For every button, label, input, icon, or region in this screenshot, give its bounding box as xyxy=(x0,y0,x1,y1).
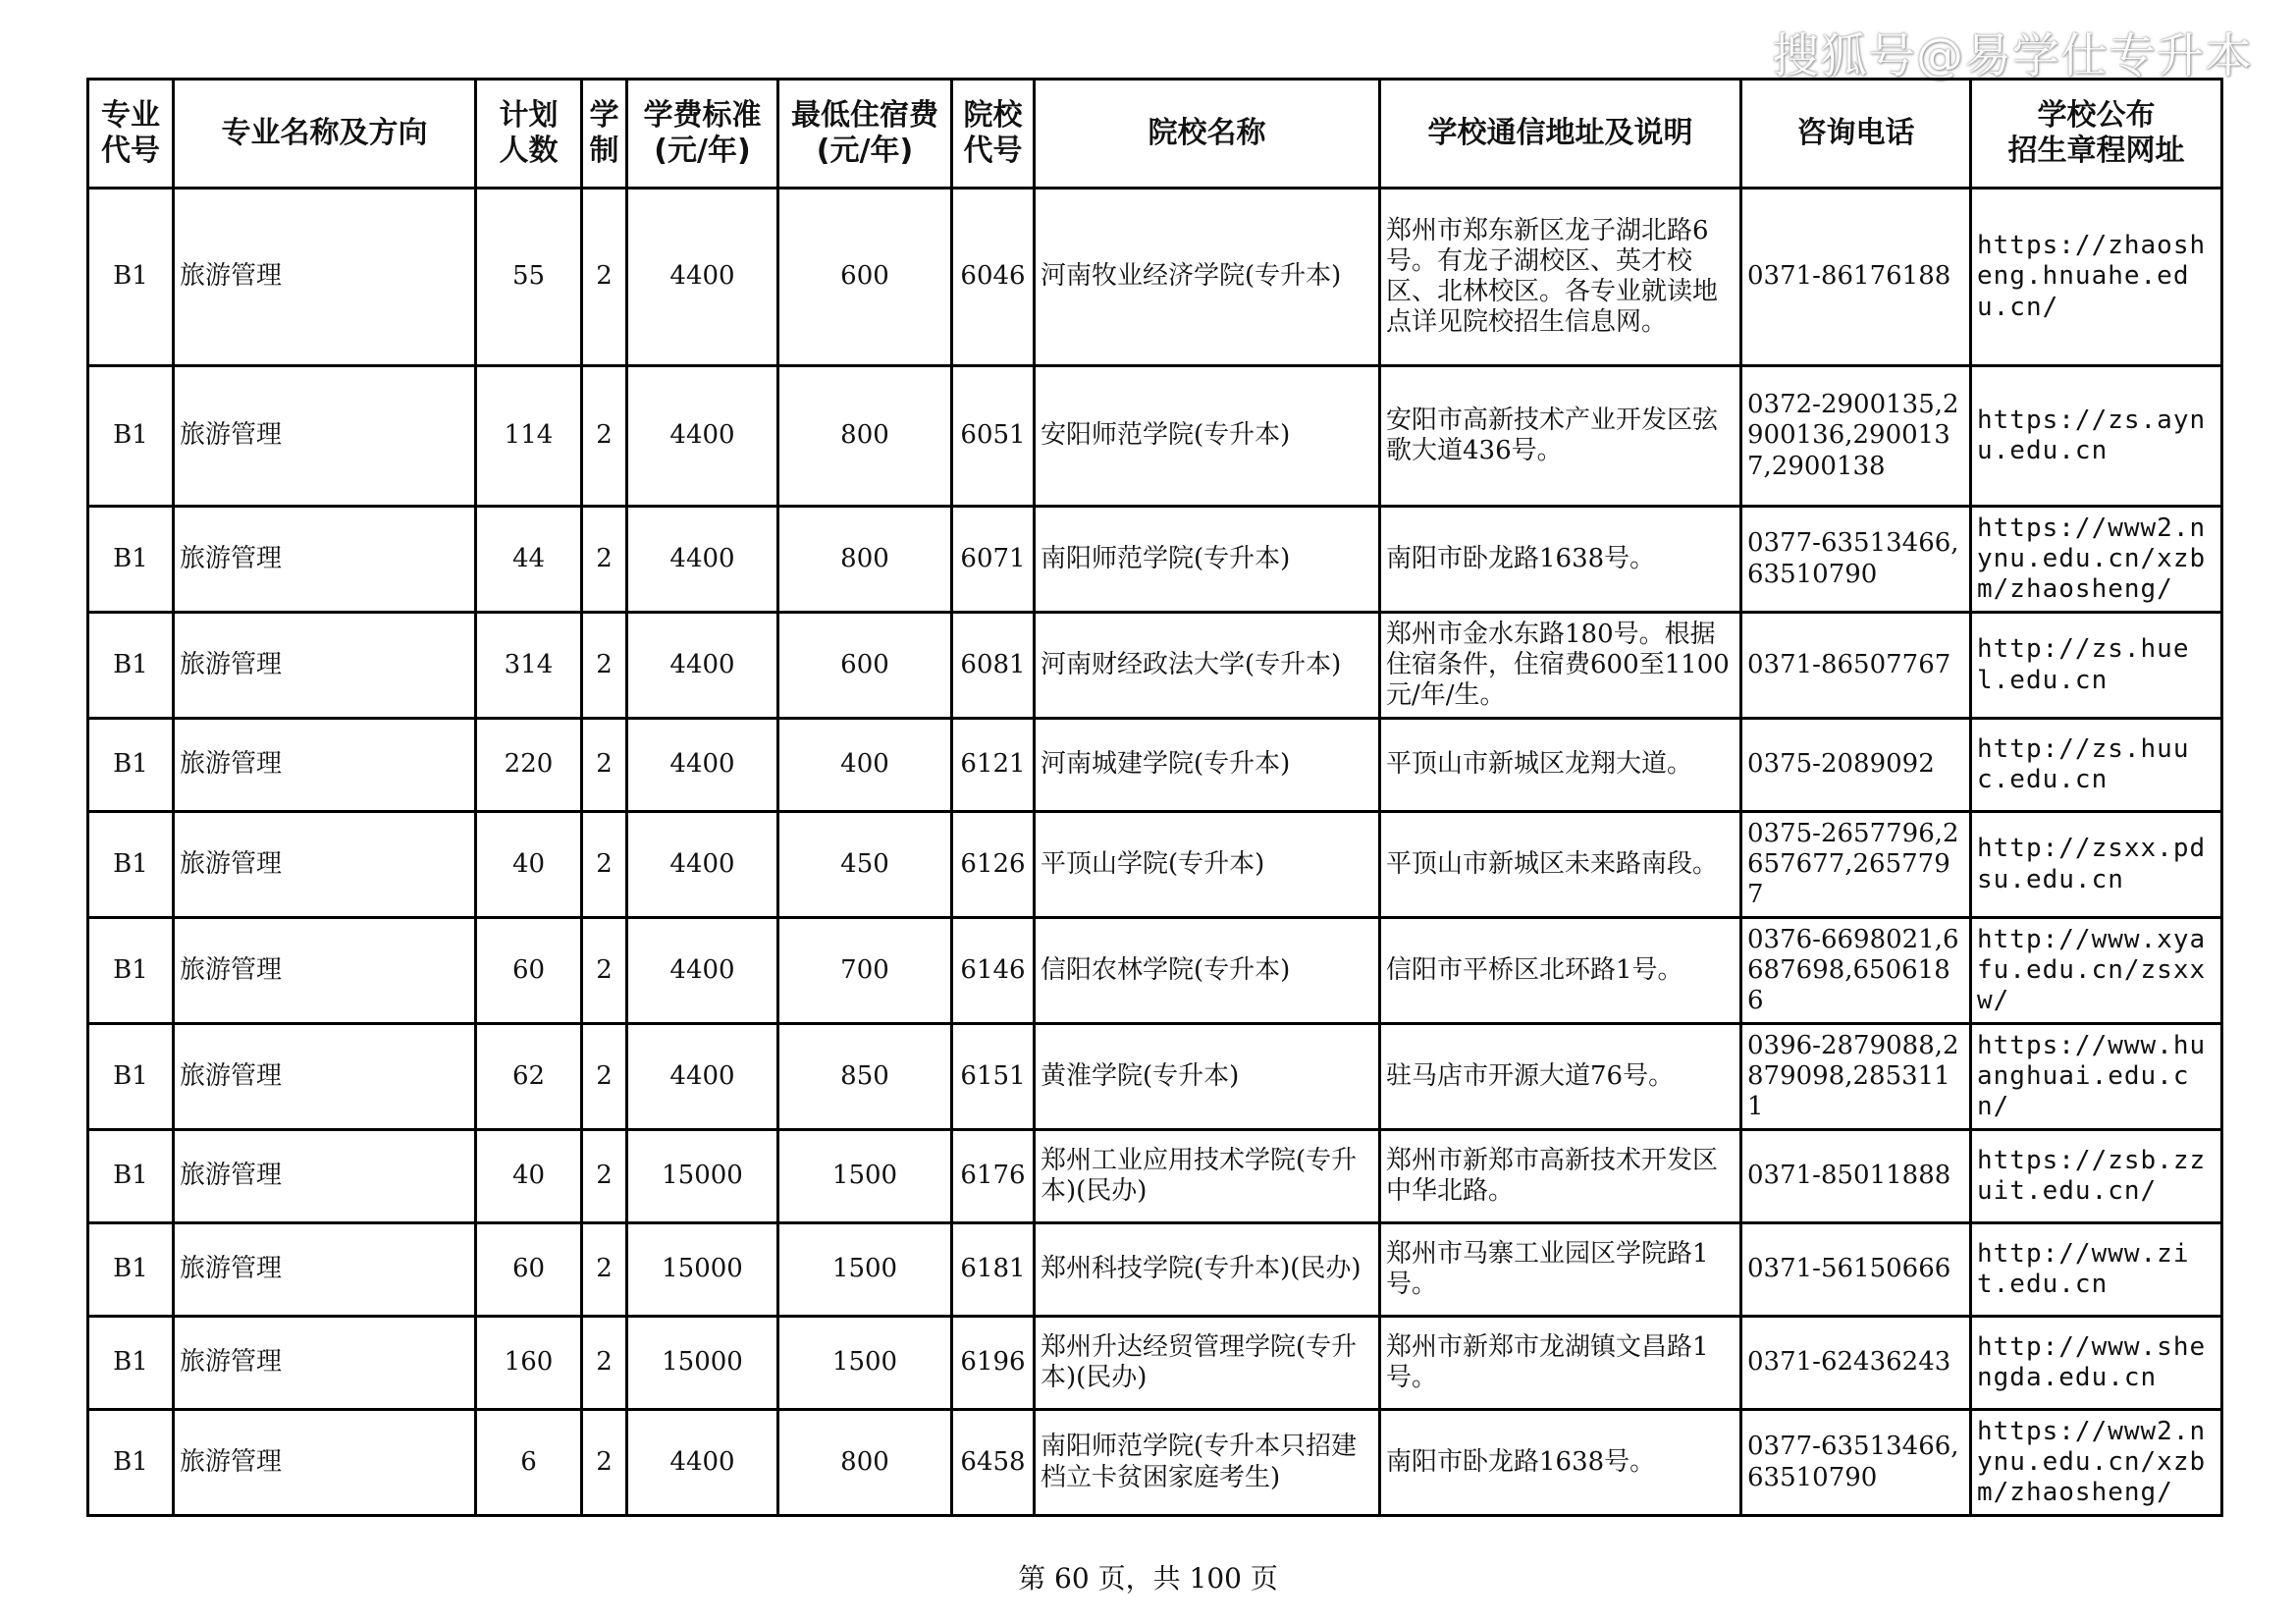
cell-major-name: 旅游管理 xyxy=(174,189,476,366)
cell-major-name: 旅游管理 xyxy=(174,1130,476,1223)
cell-school-code: 6151 xyxy=(952,1024,1035,1130)
cell-duration: 2 xyxy=(582,1130,627,1223)
cell-duration: 2 xyxy=(582,812,627,918)
watermark-text: 搜狐号@易学仕专升本 xyxy=(1771,28,2253,83)
cell-major-name: 旅游管理 xyxy=(174,1317,476,1410)
cell-url[interactable]: https://www2.nynu.edu.cn/xzbm/zhaosheng/ xyxy=(1971,1410,2222,1516)
table-row xyxy=(88,812,2222,918)
cell-dorm-fee: 1500 xyxy=(778,1317,952,1410)
header-school-name: 院校名称 xyxy=(1035,80,1380,189)
cell-address: 平顶山市新城区未来路南段。 xyxy=(1380,812,1741,918)
cell-major-name: 旅游管理 xyxy=(174,507,476,613)
header-url: 学校公布 招生章程网址 xyxy=(1971,80,2222,189)
cell-school-code: 6458 xyxy=(952,1410,1035,1516)
cell-major-code: B1 xyxy=(88,918,174,1024)
header-dorm-fee: 最低住宿费 (元/年) xyxy=(778,80,952,189)
cell-phone: 0371-56150666 xyxy=(1741,1223,1971,1317)
cell-plan-count: 55 xyxy=(476,189,582,366)
cell-phone: 0375-2657796,2657677,2657797 xyxy=(1741,812,1971,918)
cell-tuition: 4400 xyxy=(627,1024,778,1130)
cell-school-code: 6146 xyxy=(952,918,1035,1024)
cell-duration: 2 xyxy=(582,719,627,812)
cell-dorm-fee: 800 xyxy=(778,366,952,507)
cell-dorm-fee: 600 xyxy=(778,189,952,366)
header-phone: 咨询电话 xyxy=(1741,80,1971,189)
cell-school-name: 黄淮学院(专升本) xyxy=(1035,1024,1380,1130)
cell-tuition: 15000 xyxy=(627,1223,778,1317)
cell-plan-count: 160 xyxy=(476,1317,582,1410)
cell-major-name: 旅游管理 xyxy=(174,366,476,507)
table-row xyxy=(88,918,2222,1024)
cell-major-name: 旅游管理 xyxy=(174,918,476,1024)
cell-address: 郑州市新郑市高新技术开发区中华北路。 xyxy=(1380,1130,1741,1223)
cell-url[interactable]: http://www.zit.edu.cn xyxy=(1971,1223,2222,1317)
header-duration: 学 制 xyxy=(582,80,627,189)
cell-phone: 0377-63513466,63510790 xyxy=(1741,1410,1971,1516)
cell-address: 信阳市平桥区北环路1号。 xyxy=(1380,918,1741,1024)
cell-school-code: 6181 xyxy=(952,1223,1035,1317)
cell-address: 安阳市高新技术产业开发区弦歌大道436号。 xyxy=(1380,366,1741,507)
cell-school-name: 南阳师范学院(专升本) xyxy=(1035,507,1380,613)
cell-phone: 0371-62436243 xyxy=(1741,1317,1971,1410)
cell-address: 郑州市新郑市龙湖镇文昌路1号。 xyxy=(1380,1317,1741,1410)
table-row xyxy=(88,1223,2222,1317)
cell-tuition: 4400 xyxy=(627,366,778,507)
cell-major-code: B1 xyxy=(88,1223,174,1317)
cell-duration: 2 xyxy=(582,1024,627,1130)
cell-tuition: 4400 xyxy=(627,812,778,918)
cell-tuition: 4400 xyxy=(627,507,778,613)
cell-url[interactable]: http://zsxx.pdsu.edu.cn xyxy=(1971,812,2222,918)
cell-plan-count: 314 xyxy=(476,613,582,719)
cell-phone: 0396-2879088,2879098,2853111 xyxy=(1741,1024,1971,1130)
cell-major-name: 旅游管理 xyxy=(174,1223,476,1317)
page-footer: 第 60 页，共 100 页 xyxy=(1018,1562,1278,1595)
cell-major-code: B1 xyxy=(88,1317,174,1410)
cell-dorm-fee: 700 xyxy=(778,918,952,1024)
table-row xyxy=(88,507,2222,613)
cell-school-code: 6196 xyxy=(952,1317,1035,1410)
cell-plan-count: 40 xyxy=(476,812,582,918)
cell-address: 郑州市金水东路180号。根据住宿条件，住宿费600至1100元/年/生。 xyxy=(1380,613,1741,719)
cell-plan-count: 62 xyxy=(476,1024,582,1130)
cell-school-code: 6121 xyxy=(952,719,1035,812)
cell-school-name: 安阳师范学院(专升本) xyxy=(1035,366,1380,507)
cell-school-name: 信阳农林学院(专升本) xyxy=(1035,918,1380,1024)
cell-school-name: 河南财经政法大学(专升本) xyxy=(1035,613,1380,719)
cell-tuition: 4400 xyxy=(627,1410,778,1516)
cell-plan-count: 220 xyxy=(476,719,582,812)
cell-plan-count: 60 xyxy=(476,1223,582,1317)
cell-url[interactable]: https://zs.aynu.edu.cn xyxy=(1971,366,2222,507)
cell-url[interactable]: https://zhaosheng.hnuahe.edu.cn/ xyxy=(1971,189,2222,366)
cell-phone: 0371-85011888 xyxy=(1741,1130,1971,1223)
cell-dorm-fee: 850 xyxy=(778,1024,952,1130)
header-tuition: 学费标准 (元/年) xyxy=(627,80,778,189)
header-major-code: 专业 代号 xyxy=(88,80,174,189)
cell-dorm-fee: 400 xyxy=(778,719,952,812)
cell-school-name: 河南牧业经济学院(专升本) xyxy=(1035,189,1380,366)
cell-major-code: B1 xyxy=(88,1410,174,1516)
table-row xyxy=(88,189,2222,366)
cell-url[interactable]: http://zs.huel.edu.cn xyxy=(1971,613,2222,719)
cell-school-code: 6081 xyxy=(952,613,1035,719)
cell-school-code: 6126 xyxy=(952,812,1035,918)
table-row xyxy=(88,1317,2222,1410)
cell-dorm-fee: 600 xyxy=(778,613,952,719)
cell-dorm-fee: 800 xyxy=(778,507,952,613)
table-row xyxy=(88,366,2222,507)
header-plan-count: 计划 人数 xyxy=(476,80,582,189)
cell-major-name: 旅游管理 xyxy=(174,812,476,918)
table-row xyxy=(88,613,2222,719)
current-page-number: 60 xyxy=(1054,1562,1090,1595)
cell-major-name: 旅游管理 xyxy=(174,1410,476,1516)
cell-duration: 2 xyxy=(582,1317,627,1410)
cell-duration: 2 xyxy=(582,189,627,366)
cell-tuition: 15000 xyxy=(627,1130,778,1223)
cell-major-code: B1 xyxy=(88,719,174,812)
cell-major-code: B1 xyxy=(88,366,174,507)
cell-url[interactable]: https://www2.nynu.edu.cn/xzbm/zhaosheng/ xyxy=(1971,507,2222,613)
cell-major-code: B1 xyxy=(88,1130,174,1223)
cell-address: 平顶山市新城区龙翔大道。 xyxy=(1380,719,1741,812)
cell-address: 郑州市马寨工业园区学院路1号。 xyxy=(1380,1223,1741,1317)
table-header-row xyxy=(88,80,2222,189)
table-row xyxy=(88,1024,2222,1130)
cell-address: 驻马店市开源大道76号。 xyxy=(1380,1024,1741,1130)
cell-phone: 0372-2900135,2900136,2900137,2900138 xyxy=(1741,366,1971,507)
cell-duration: 2 xyxy=(582,1223,627,1317)
cell-phone: 0376-6698021,6687698,6506186 xyxy=(1741,918,1971,1024)
cell-duration: 2 xyxy=(582,507,627,613)
cell-school-name: 郑州升达经贸管理学院(专升本)(民办) xyxy=(1035,1317,1380,1410)
total-page-count: 100 xyxy=(1189,1562,1242,1595)
cell-tuition: 4400 xyxy=(627,719,778,812)
cell-plan-count: 40 xyxy=(476,1130,582,1223)
cell-school-name: 南阳师范学院(专升本只招建档立卡贫困家庭考生) xyxy=(1035,1410,1380,1516)
cell-phone: 0375-2089092 xyxy=(1741,719,1971,812)
cell-major-code: B1 xyxy=(88,613,174,719)
cell-plan-count: 44 xyxy=(476,507,582,613)
cell-duration: 2 xyxy=(582,1410,627,1516)
cell-dorm-fee: 800 xyxy=(778,1410,952,1516)
cell-duration: 2 xyxy=(582,366,627,507)
cell-duration: 2 xyxy=(582,918,627,1024)
cell-school-name: 郑州科技学院(专升本)(民办) xyxy=(1035,1223,1380,1317)
cell-school-code: 6046 xyxy=(952,189,1035,366)
cell-major-name: 旅游管理 xyxy=(174,719,476,812)
cell-school-code: 6176 xyxy=(952,1130,1035,1223)
cell-tuition: 4400 xyxy=(627,918,778,1024)
header-school-code: 院校 代号 xyxy=(952,80,1035,189)
cell-url[interactable]: http://zs.huuc.edu.cn xyxy=(1971,719,2222,812)
header-major-name: 专业名称及方向 xyxy=(174,80,476,189)
cell-address: 郑州市郑东新区龙子湖北路6号。有龙子湖校区、英才校区、北林校区。各专业就读地点详见院校招生信息网。 xyxy=(1380,189,1741,366)
table-row xyxy=(88,1410,2222,1516)
table-row xyxy=(88,1130,2222,1223)
cell-school-code: 6071 xyxy=(952,507,1035,613)
cell-phone: 0377-63513466,63510790 xyxy=(1741,507,1971,613)
cell-major-name: 旅游管理 xyxy=(174,1024,476,1130)
cell-major-code: B1 xyxy=(88,1024,174,1130)
cell-url[interactable]: https://www.huanghuai.edu.cn/ xyxy=(1971,1024,2222,1130)
cell-plan-count: 60 xyxy=(476,918,582,1024)
cell-dorm-fee: 450 xyxy=(778,812,952,918)
cell-plan-count: 6 xyxy=(476,1410,582,1516)
cell-major-code: B1 xyxy=(88,189,174,366)
cell-tuition: 4400 xyxy=(627,613,778,719)
cell-tuition: 4400 xyxy=(627,189,778,366)
cell-url[interactable]: http://www.shengda.edu.cn xyxy=(1971,1317,2222,1410)
cell-address: 南阳市卧龙路1638号。 xyxy=(1380,507,1741,613)
cell-school-name: 平顶山学院(专升本) xyxy=(1035,812,1380,918)
cell-url[interactable]: https://zsb.zzuit.edu.cn/ xyxy=(1971,1130,2222,1223)
header-address: 学校通信地址及说明 xyxy=(1380,80,1741,189)
cell-school-name: 河南城建学院(专升本) xyxy=(1035,719,1380,812)
cell-address: 南阳市卧龙路1638号。 xyxy=(1380,1410,1741,1516)
cell-phone: 0371-86176188 xyxy=(1741,189,1971,366)
cell-duration: 2 xyxy=(582,613,627,719)
cell-phone: 0371-86507767 xyxy=(1741,613,1971,719)
cell-url[interactable]: http://www.xyafu.edu.cn/zsxxw/ xyxy=(1971,918,2222,1024)
table-row xyxy=(88,719,2222,812)
cell-major-code: B1 xyxy=(88,507,174,613)
cell-dorm-fee: 1500 xyxy=(778,1130,952,1223)
cell-school-name: 郑州工业应用技术学院(专升本)(民办) xyxy=(1035,1130,1380,1223)
cell-dorm-fee: 1500 xyxy=(778,1223,952,1317)
cell-major-name: 旅游管理 xyxy=(174,613,476,719)
cell-tuition: 15000 xyxy=(627,1317,778,1410)
cell-plan-count: 114 xyxy=(476,366,582,507)
admissions-table xyxy=(86,78,2223,1517)
cell-major-code: B1 xyxy=(88,812,174,918)
cell-school-code: 6051 xyxy=(952,366,1035,507)
